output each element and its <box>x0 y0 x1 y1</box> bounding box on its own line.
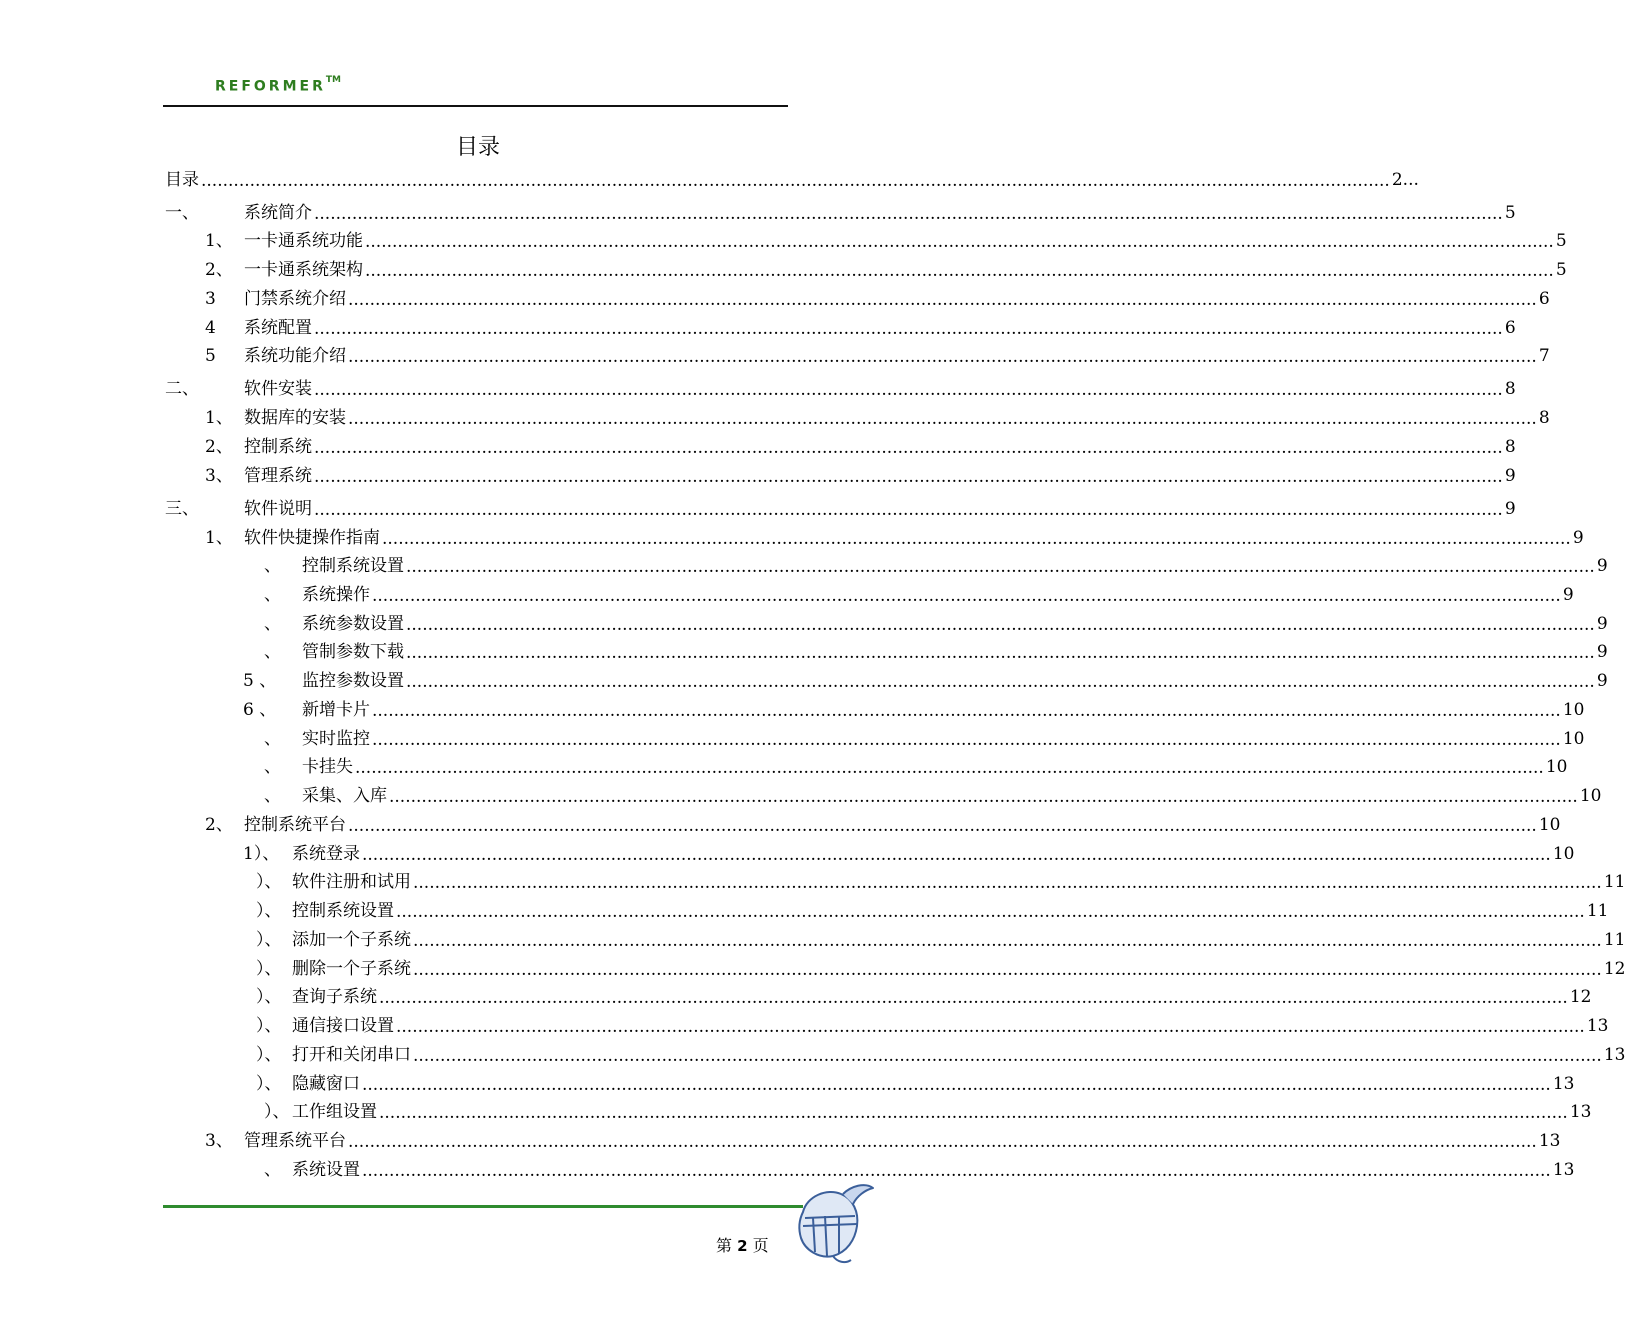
toc-entry[interactable] <box>205 258 1567 281</box>
toc-leader-dots: ............................................................................................................................................................................................................................ <box>348 816 1537 836</box>
toc-entry-title: 实时监控 <box>302 729 370 749</box>
toc-entry[interactable] <box>205 1129 1561 1152</box>
toc-leader-dots: ............................................................................................................................................................................................................................ <box>379 988 1568 1008</box>
toc-entry[interactable] <box>243 698 1585 721</box>
toc-entry-title: 监控参数设置 <box>302 671 404 691</box>
toc-entry[interactable] <box>256 1072 1575 1095</box>
toc-entry-title: 隐藏窗口 <box>292 1074 360 1094</box>
toc-leader-dots: ............................................................................................................................................................................................................................ <box>406 557 1595 577</box>
toc-entry-number: 1、 <box>205 408 233 428</box>
toc-entry-page: 5 <box>1555 231 1567 251</box>
toc-entry-title: 删除一个子系统 <box>292 959 411 979</box>
toc-entry[interactable] <box>205 406 1550 429</box>
toc-entry-title: 控制系统设置 <box>302 556 404 576</box>
toc-leader-dots: ............................................................................................................................................................................................................................ <box>406 643 1595 663</box>
toc-entry-number: ）、 <box>256 1016 282 1036</box>
toc-leader-dots: ............................................................................................................................................................................................................................ <box>348 347 1537 367</box>
toc-entry-page: 10 <box>1562 729 1585 749</box>
toc-entry-number: 、 <box>264 786 281 806</box>
toc-leader-dots: ............................................................................................................................................................................................................................ <box>314 204 1503 224</box>
toc-entry-number: 一、 <box>165 203 199 223</box>
toc-leader-dots: ............................................................................................................................................................................................................................ <box>314 319 1503 339</box>
toc-leader-dots: ............................................................................................................................................................................................................................ <box>413 960 1602 980</box>
toc-entry-page: 6 <box>1504 318 1516 338</box>
toc-leader-dots: ............................................................................................................................................................................................................................ <box>365 232 1554 252</box>
toc-leader-dots: ............................................................................................................................................................................................................................ <box>379 1103 1568 1123</box>
toc-entry-title: 一卡通系统架构 <box>244 260 363 280</box>
toc-entry-number: 3 <box>205 289 216 309</box>
toc-entry-number: 1、 <box>205 528 233 548</box>
toc-leader-dots: ............................................................................................................................................................................................................................ <box>365 261 1554 281</box>
toc-entry-title: 软件快捷操作指南 <box>244 528 380 548</box>
toc-entry[interactable] <box>256 985 1592 1008</box>
toc-entry[interactable] <box>243 669 1608 692</box>
toc-entry-page: 13 <box>1552 1160 1575 1180</box>
toc-entry[interactable] <box>165 497 1516 520</box>
toc-entry-title: 采集、入库 <box>302 786 387 806</box>
toc-entry[interactable] <box>264 640 1608 663</box>
toc-entry-title: 目录 <box>165 170 199 190</box>
toc-leader-dots: ............................................................................................................................................................................................................................ <box>413 931 1602 951</box>
toc-leader-dots: ............................................................................................................................................................................................................................ <box>362 1161 1551 1181</box>
toc-entry-page: 13 <box>1569 1102 1592 1122</box>
toc-entry-title: 控制系统平台 <box>244 815 346 835</box>
toc-entry-page: 11 <box>1603 930 1625 950</box>
toc-leader-dots: ............................................................................................................................................................................................................................ <box>413 873 1602 893</box>
toc-entry[interactable] <box>264 583 1574 606</box>
toc-entry[interactable] <box>205 526 1584 549</box>
toc-entry-number: ）、 <box>256 1045 282 1065</box>
toc-entry[interactable] <box>205 435 1516 458</box>
toc-entry[interactable] <box>256 1014 1609 1037</box>
toc-entry-number: ）、 <box>256 930 282 950</box>
toc-entry-page: 6 <box>1538 289 1550 309</box>
toc-entry[interactable] <box>165 168 1419 191</box>
footer-rule <box>163 1205 803 1208</box>
toc-entry-page: 11 <box>1603 872 1625 892</box>
toc-entry-title: 软件安装 <box>244 379 312 399</box>
toc-entry-title: 打开和关闭串口 <box>292 1045 411 1065</box>
toc-entry[interactable] <box>264 784 1602 807</box>
toc-entry-number: 6 、 <box>243 700 277 720</box>
toc-heading: 目录 <box>455 135 500 160</box>
toc-entry-title: 一卡通系统功能 <box>244 231 363 251</box>
toc-entry-title: 控制系统设置 <box>292 901 394 921</box>
toc-entry-number: 4 <box>205 318 216 338</box>
toc-entry[interactable] <box>264 612 1608 635</box>
toc-entry[interactable] <box>205 287 1550 310</box>
toc-entry-title: 卡挂失 <box>302 757 353 777</box>
toc-entry-number: 、 <box>264 1160 281 1180</box>
toc-entry-number: 5 、 <box>243 671 277 691</box>
toc-entry-page: 11 <box>1586 901 1609 921</box>
toc-entry[interactable] <box>264 727 1585 750</box>
toc-entry-page: 5 <box>1504 203 1516 223</box>
toc-entry-title: 系统简介 <box>244 203 312 223</box>
toc-entry-number: 、 <box>264 729 281 749</box>
toc-entry[interactable] <box>243 842 1575 865</box>
toc-entry-page: 9 <box>1596 642 1608 662</box>
toc-leader-dots: ............................................................................................................................................................................................................................ <box>406 615 1595 635</box>
toc-entry-number: 3、 <box>205 466 233 486</box>
toc-entry-title: 系统配置 <box>244 318 312 338</box>
toc-leader-dots: ............................................................................................................................................................................................................................ <box>348 409 1537 429</box>
toc-entry[interactable] <box>205 344 1550 367</box>
toc-leader-dots: ............................................................................................................................................................................................................................ <box>362 845 1551 865</box>
toc-entry-number: ）、 <box>256 901 282 921</box>
toc-leader-dots: ............................................................................................................................................................................................................................ <box>396 1017 1585 1037</box>
toc-entry[interactable] <box>256 899 1609 922</box>
toc-entry-number: 2、 <box>205 437 233 457</box>
toc-entry[interactable] <box>264 755 1568 778</box>
toc-entry[interactable] <box>256 1043 1625 1066</box>
toc-entry-number: 2、 <box>205 260 233 280</box>
page-footer: 第 2 页 <box>716 1236 769 1255</box>
toc-entry-page: 9 <box>1596 556 1608 576</box>
toc-entry-title: 管制参数下载 <box>302 642 404 662</box>
toc-entry-title: 查询子系统 <box>292 987 377 1007</box>
toc-entry[interactable] <box>264 1100 1592 1123</box>
toc-entry-page: 7 <box>1538 346 1550 366</box>
toc-entry-page: 9 <box>1562 585 1574 605</box>
toc-entry-title: 系统参数设置 <box>302 614 404 634</box>
toc-entry-number: ）、 <box>256 1074 282 1094</box>
toc-leader-dots: ............................................................................................................................................................................................................................ <box>201 171 1390 191</box>
toc-entry-number: 、 <box>264 556 281 576</box>
toc-entry-number: 5 <box>205 346 216 366</box>
toc-entry-number: 、 <box>264 614 281 634</box>
toc-leader-dots: ............................................................................................................................................................................................................................ <box>314 438 1503 458</box>
toc-entry[interactable] <box>264 1158 1575 1181</box>
toc-entry-title: 系统功能介绍 <box>244 346 346 366</box>
toc-leader-dots: ............................................................................................................................................................................................................................ <box>362 1075 1551 1095</box>
toc-entry-page: 9 <box>1596 671 1608 691</box>
toc-entry-page: 9 <box>1504 466 1516 486</box>
toc-leader-dots: ............................................................................................................................................................................................................................ <box>314 380 1503 400</box>
toc-entry-page: 12 <box>1569 987 1592 1007</box>
toc-entry-page: 10 <box>1538 815 1561 835</box>
toc-leader-dots: ............................................................................................................................................................................................................................ <box>314 467 1503 487</box>
toc-entry-page: 13 <box>1603 1045 1625 1065</box>
toc-entry-title: 管理系统 <box>244 466 312 486</box>
toc-leader-dots: ............................................................................................................................................................................................................................ <box>348 290 1537 310</box>
toc-entry[interactable] <box>205 229 1567 252</box>
toc-entry[interactable] <box>165 201 1516 224</box>
toc-entry-page: 8 <box>1538 408 1550 428</box>
toc-entry[interactable] <box>205 464 1516 487</box>
toc-entry-page: 9 <box>1596 614 1608 634</box>
toc-entry[interactable] <box>264 554 1608 577</box>
toc-entry-page: 10 <box>1579 786 1602 806</box>
toc-entry-title: 门禁系统介绍 <box>244 289 346 309</box>
toc-entry-page: 10 <box>1545 757 1568 777</box>
knight-helmet-logo <box>785 1180 875 1265</box>
toc-entry-number: ）、 <box>264 1102 290 1122</box>
toc-entry-number: ）、 <box>256 959 282 979</box>
toc-entry-number: 1、 <box>205 231 233 251</box>
toc-entry[interactable] <box>256 870 1625 893</box>
toc-leader-dots: ............................................................................................................................................................................................................................ <box>396 902 1585 922</box>
toc-entry-title: 新增卡片 <box>302 700 370 720</box>
toc-entry-title: 软件注册和试用 <box>292 872 411 892</box>
toc-entry-page: 13 <box>1586 1016 1609 1036</box>
toc-leader-dots: ............................................................................................................................................................................................................................ <box>389 787 1578 807</box>
toc-entry[interactable] <box>165 377 1516 400</box>
toc-entry-page: 8 <box>1504 437 1516 457</box>
toc-entry-page: 9 <box>1572 528 1584 548</box>
toc-entry-page: 2... <box>1391 170 1419 190</box>
toc-entry-title: 通信接口设置 <box>292 1016 394 1036</box>
toc-entry-page: 13 <box>1538 1131 1561 1151</box>
toc-entry-number: ）、 <box>256 987 282 1007</box>
toc-entry-number: 1）、 <box>243 844 280 864</box>
toc-entry-title: 软件说明 <box>244 499 312 519</box>
toc-entry-page: 10 <box>1552 844 1575 864</box>
toc-entry-number: 、 <box>264 757 281 777</box>
toc-leader-dots: ............................................................................................................................................................................................................................ <box>372 730 1561 750</box>
toc-entry-number: 二、 <box>165 379 199 399</box>
toc-entry-title: 管理系统平台 <box>244 1131 346 1151</box>
toc-entry-title: 系统登录 <box>292 844 360 864</box>
toc-leader-dots: ............................................................................................................................................................................................................................ <box>372 701 1561 721</box>
toc-entry-page: 8 <box>1504 379 1516 399</box>
toc-entry-page: 13 <box>1552 1074 1575 1094</box>
toc-entry-number: 2、 <box>205 815 233 835</box>
toc-entry[interactable] <box>205 316 1516 339</box>
brand-logo: REFORMER™ <box>215 75 341 95</box>
toc-leader-dots: ............................................................................................................................................................................................................................ <box>348 1132 1537 1152</box>
toc-entry-number: 、 <box>264 585 281 605</box>
toc-leader-dots: ............................................................................................................................................................................................................................ <box>355 758 1544 778</box>
toc-entry-title: 系统设置 <box>292 1160 360 1180</box>
toc-entry-number: 3、 <box>205 1131 233 1151</box>
toc-leader-dots: ............................................................................................................................................................................................................................ <box>413 1046 1602 1066</box>
header-rule <box>163 105 788 107</box>
toc-entry-page: 5 <box>1555 260 1567 280</box>
toc-entry-title: 添加一个子系统 <box>292 930 411 950</box>
toc-leader-dots: ............................................................................................................................................................................................................................ <box>382 529 1571 549</box>
toc-entry-title: 工作组设置 <box>292 1102 377 1122</box>
toc-leader-dots: ............................................................................................................................................................................................................................ <box>314 500 1503 520</box>
toc-leader-dots: ............................................................................................................................................................................................................................ <box>406 672 1595 692</box>
toc-entry-title: 控制系统 <box>244 437 312 457</box>
toc-leader-dots: ............................................................................................................................................................................................................................ <box>372 586 1561 606</box>
toc-entry-number: ）、 <box>256 872 282 892</box>
toc-entry-number: 、 <box>264 642 281 662</box>
toc-entry-page: 9 <box>1504 499 1516 519</box>
toc-entry[interactable] <box>256 957 1625 980</box>
toc-entry[interactable] <box>205 813 1561 836</box>
toc-entry-number: 三、 <box>165 499 199 519</box>
toc-entry[interactable] <box>256 928 1625 951</box>
toc-entry-title: 系统操作 <box>302 585 370 605</box>
toc-entry-page: 10 <box>1562 700 1585 720</box>
toc-entry-title: 数据库的安装 <box>244 408 346 428</box>
toc-entry-page: 12 <box>1603 959 1625 979</box>
